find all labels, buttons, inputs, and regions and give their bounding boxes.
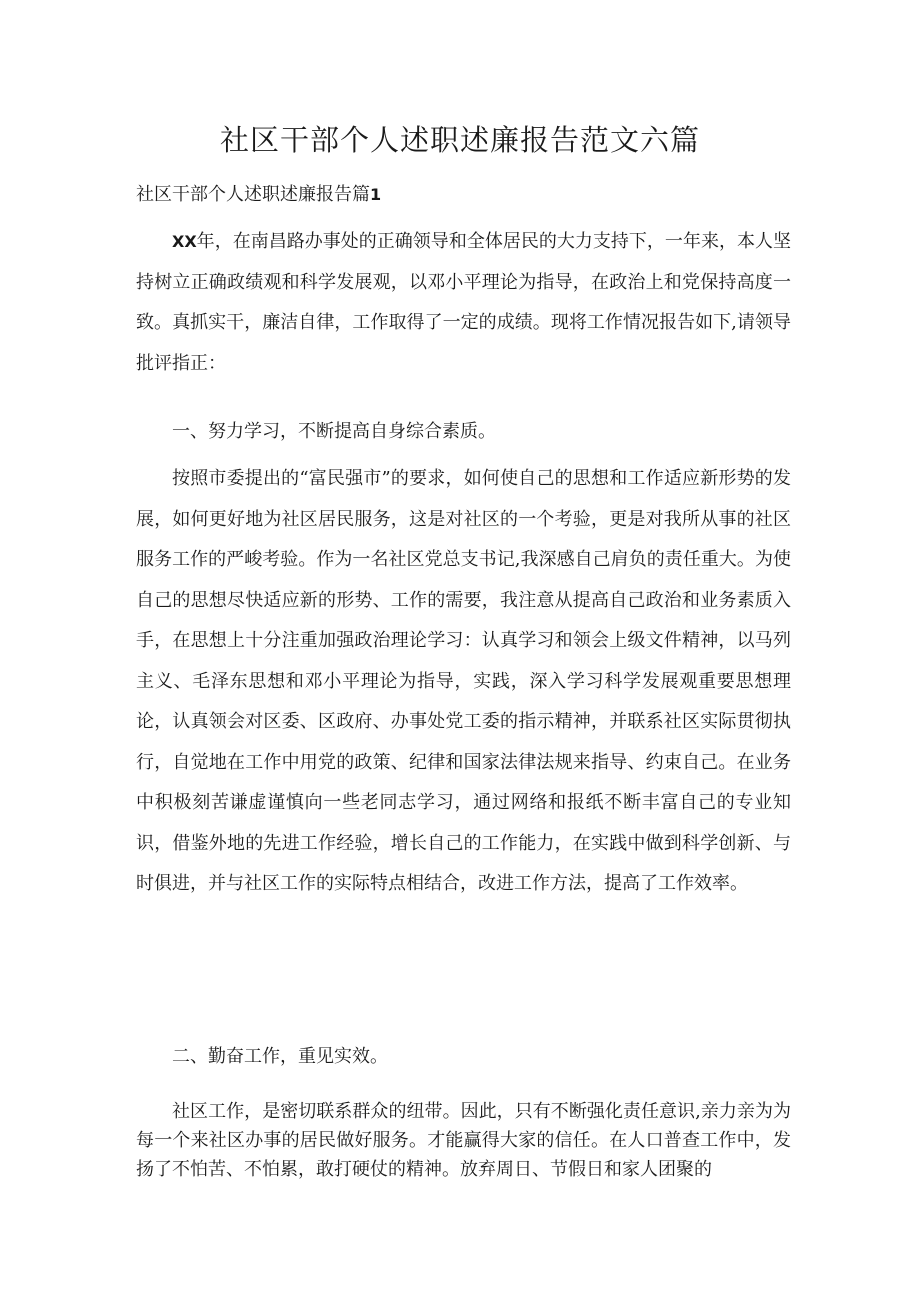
heading-work: 二、勤奋工作，重见实效。 xyxy=(172,1046,388,1067)
heading-study: 一、努力学习，不断提高自身综合素质。 xyxy=(172,421,496,442)
paragraph-intro xyxy=(136,222,791,384)
paragraph-intro-text: 年，在南昌路办事处的正确领导和全体居民的大力支持下，一年来，本人坚持树立正确政绩观和科学发展观，以邓小平理论为指导，在政治上和党保持高度一致。真抓实干，廉洁自律，工作取得了一定的成绩。现将工作情况报告如下,请领导批评指正： xyxy=(136,231,791,374)
section-title-text: 社区干部个人述职述廉报告篇 xyxy=(136,184,370,205)
document-title: 社区干部个人述职述廉报告范文六篇 xyxy=(219,123,700,157)
paragraph-study: 按照市委提出的“富民强市”的要求，如何使自己的思想和工作适应新形势的发展，如何更好地为社区居民服务，这是对社区的一个考验，更是对我所从事的社区服务工作的严峻考验。作为一名社区党总支书记,我深感自己肩负的责任重大。为使自己的思想尽快适应新的形势、工作的需要，我注意从提高自己政治和业务素质入手，在思想上十分注重加强政治理论学习：认真学习和领会上级文件精神，以马列主义、毛泽东思想和邓小平理论为指导，实践，深入学习科学发展观重要思想理论，认真领会对区委、区政府、办事处党工委的指示精神，并联系社区实际贯彻执行，自觉地在工作中用党的政策、纪律和国家法律法规来指导、约束自己。在业务中积极刻苦谦虚谨慎向一些老同志学习，通过网络和报纸不断丰富自己的专业知识，借鉴外地的先进工作经验，增长自己的工作能力，在实践中做到科学创新、与时俱进，并与社区工作的实际特点相结合，改进工作方法，提高了工作效率。 xyxy=(136,468,791,894)
paragraph-work: 社区工作，是密切联系群众的纽带。因此，只有不断强化责任意识,亲力亲为为每一个来社区办事的居民做好服务。才能赢得大家的信任。在人口普查工作中，发扬了不怕苦、不怕累，敢打硬仗的精神。放弃周日、节假日和家人团聚的 xyxy=(136,1101,791,1180)
section-number: 1 xyxy=(370,185,382,204)
section-title xyxy=(136,180,381,206)
year-placeholder: XX xyxy=(172,232,197,251)
